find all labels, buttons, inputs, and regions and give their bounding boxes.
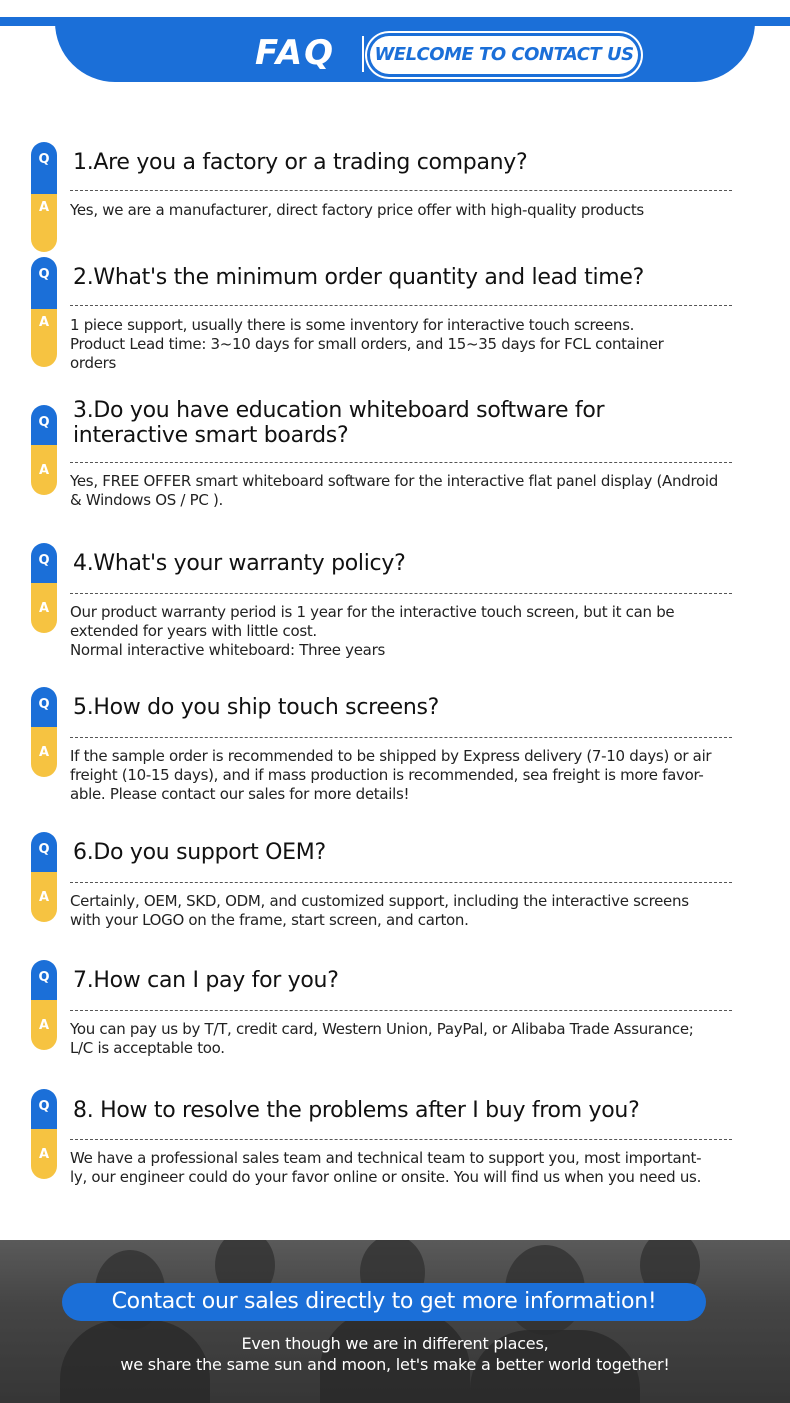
question-badge-letter: Q <box>38 697 50 712</box>
faq-answer: We have a professional sales team and technical team to support you, most important- ly, our engineer could do your favor online or onsite. You will find us when you need us. <box>70 1149 702 1186</box>
question-badge <box>31 405 57 445</box>
faq-divider <box>70 737 732 738</box>
answer-badge-letter: A <box>38 315 50 330</box>
contact-sales-button[interactable]: Contact our sales directly to get more information! <box>62 1283 706 1321</box>
faq-question: 1.Are you a factory or a trading company? <box>73 150 528 175</box>
faq-answer: Our product warranty period is 1 year for the interactive touch screen, but it can be extended for years with little cost. Normal interactive whiteboard: Three years <box>70 603 675 659</box>
welcome-contact-button[interactable] <box>370 36 638 74</box>
faq-divider <box>70 1139 732 1140</box>
question-badge <box>31 142 57 194</box>
question-badge-letter: Q <box>38 267 50 282</box>
faq-question: 4.What's your warranty policy? <box>73 551 406 576</box>
faq-divider <box>70 462 732 463</box>
faq-question: 7.How can I pay for you? <box>73 968 339 993</box>
faq-answer: You can pay us by T/T, credit card, Western Union, PayPal, or Alibaba Trade Assurance; L/C is acceptable too. <box>70 1020 694 1057</box>
faq-answer: Certainly, OEM, SKD, ODM, and customized support, including the interactive screens with your LOGO on the frame, start screen, and carton. <box>70 892 689 929</box>
answer-badge-letter: A <box>38 1147 50 1162</box>
faq-divider <box>70 882 732 883</box>
answer-badge-letter: A <box>38 601 50 616</box>
faq-answer: If the sample order is recommended to be shipped by Express delivery (7-10 days) or air freight (10-15 days), and if mass production is recommended, sea freight is more favor- able. Please contact our sales for more details! <box>70 747 712 803</box>
question-badge <box>31 960 57 1000</box>
answer-badge <box>31 309 57 367</box>
question-badge <box>31 1089 57 1129</box>
question-badge <box>31 257 57 309</box>
answer-badge <box>31 872 57 922</box>
answer-badge-letter: A <box>38 745 50 760</box>
faq-answer: Yes, we are a manufacturer, direct factory price offer with high-quality products <box>70 201 644 219</box>
faq-answer: Yes, FREE OFFER smart whiteboard software for the interactive flat panel display (Android & Windows OS / PC ). <box>70 472 718 509</box>
faq-divider <box>70 190 732 191</box>
answer-badge <box>31 727 57 777</box>
question-badge-letter: Q <box>38 415 50 430</box>
faq-divider <box>70 593 732 594</box>
faq-question: 6.Do you support OEM? <box>73 840 326 865</box>
page-title: FAQ <box>255 33 336 73</box>
faq-answer: 1 piece support, usually there is some inventory for interactive touch screens. Product Lead time: 3~10 days for small orders, and 15~35 days for FCL container orders <box>70 316 664 372</box>
question-badge-letter: Q <box>38 842 50 857</box>
faq-question: 5.How do you ship touch screens? <box>73 695 440 720</box>
banner-overlay <box>0 1240 790 1403</box>
answer-badge-letter: A <box>38 1018 50 1033</box>
question-badge <box>31 543 57 583</box>
banner-tagline-line-2: we share the same sun and moon, let's make a better world together! <box>120 1355 670 1374</box>
welcome-contact-label: WELCOME TO CONTACT US <box>374 44 634 65</box>
answer-badge <box>31 445 57 495</box>
faq-divider <box>70 1010 732 1011</box>
faq-question: 8. How to resolve the problems after I buy from you? <box>73 1098 640 1123</box>
faq-question: 3.Do you have education whiteboard software for interactive smart boards? <box>73 398 605 448</box>
answer-badge <box>31 1000 57 1050</box>
answer-badge-letter: A <box>38 463 50 478</box>
question-badge-letter: Q <box>38 970 50 985</box>
contact-banner <box>0 1240 790 1403</box>
header-divider <box>362 36 364 72</box>
banner-tagline-line-1: Even though we are in different places, <box>241 1334 549 1353</box>
answer-badge <box>31 194 57 252</box>
answer-badge <box>31 583 57 633</box>
answer-badge-letter: A <box>38 200 50 215</box>
question-badge-letter: Q <box>38 1099 50 1114</box>
question-badge <box>31 832 57 872</box>
faq-divider <box>70 305 732 306</box>
question-badge-letter: Q <box>38 152 50 167</box>
question-badge-letter: Q <box>38 553 50 568</box>
faq-question: 2.What's the minimum order quantity and lead time? <box>73 265 645 290</box>
answer-badge <box>31 1129 57 1179</box>
question-badge <box>31 687 57 727</box>
answer-badge-letter: A <box>38 890 50 905</box>
